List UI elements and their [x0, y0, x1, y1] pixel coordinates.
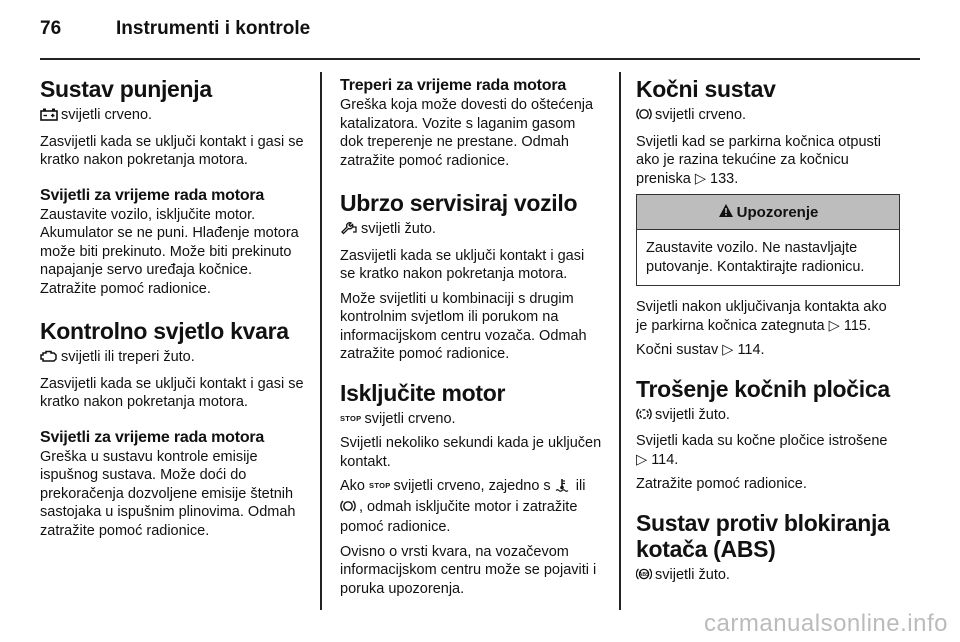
- section-title-stop-engine: Isključite motor: [340, 379, 506, 406]
- paragraph: svijetli crveno.: [40, 106, 308, 127]
- paragraph: Zasvijetli kada se uključi kontakt i gasi se kratko nakon pokretanja motora.: [40, 375, 304, 410]
- subsection-title: Treperi za vrijeme rada motora: [340, 77, 567, 94]
- subsection-title: Svijetli za vrijeme rada motora: [40, 428, 265, 446]
- paragraph: Svijetli nekoliko sekundi kada je uključen kontakt.: [340, 435, 602, 470]
- page-reference[interactable]: 114.: [651, 451, 679, 468]
- paragraph: svijetli žuto.: [636, 406, 900, 427]
- paragraph: Kočni sustav ▷ 114.: [636, 342, 765, 358]
- section-title-brake-system: Kočni sustav: [636, 76, 776, 102]
- paragraph: Svijetli nakon uključivanja kontakta ako je parkirna kočnica zategnuta ▷ 115.: [636, 299, 887, 334]
- page-reference-arrow-icon: ▷: [636, 451, 648, 468]
- paragraph: svijetli žuto.: [340, 220, 602, 241]
- section-title-service-vehicle: Ubrzo servisiraj vozilo: [340, 190, 578, 216]
- check-engine-icon: [40, 350, 58, 369]
- page-reference-arrow-icon: ▷: [694, 170, 706, 187]
- section-title-brake-pad-wear: Trošenje kočnih pločica: [636, 375, 890, 402]
- paragraph: Ako STOP svijetli crveno, zajedno s ili , odmah isključite motor i zatražite pomoć radionice.: [340, 478, 586, 535]
- paragraph: ABS svijetli žuto.: [636, 566, 900, 587]
- paragraph: Može svijetliti u kombinaciji s drugim kontrolnim svjetlom ili porukom na informacijskom centru vozača. Odmah zatražite pomoć radionice.: [340, 290, 587, 362]
- paragraph: svijetli ili treperi žuto.: [40, 348, 308, 369]
- column-divider-2: [619, 72, 621, 610]
- column-1: [40, 76, 308, 546]
- paragraph: svijetli crveno.: [636, 106, 900, 127]
- paragraph: Zaustavite vozilo, isključite motor. Akumulator se ne puni. Hlađenje motora može biti prekinuto. Može biti prekinuto napajanje servo uređaja kočnice. Zatražite pomoć radionice.: [40, 206, 299, 297]
- paragraph: Zasvijetli kada se uključi kontakt i gasi se kratko nakon pokretanja motora.: [340, 247, 585, 282]
- warning-box: [636, 194, 900, 286]
- chapter-title: Instrumenti i kontrole: [116, 18, 311, 39]
- warning-text: Zaustavite vozilo. Ne nastavljajte putovanje. Kontaktirajte radionicu.: [646, 240, 865, 275]
- warning-title: Upozorenje: [736, 203, 819, 221]
- wrench-car-icon: [340, 222, 358, 241]
- stop-icon: STOP: [340, 413, 362, 423]
- subsection-title: Svijetli za vrijeme rada motora: [40, 186, 265, 204]
- watermark: carmanualsonline.info: [704, 610, 948, 637]
- page-number: 76: [40, 18, 62, 39]
- paragraph: Greška u sustavu kontrole emisije ispušnog sustava. Može doći do prekoračenja dozvoljene emisije štetnih sastojaka u ispušnim plinovima. Odmah zatražite pomoć radionice.: [40, 448, 296, 539]
- paragraph: Zatražite pomoć radionice.: [636, 476, 807, 492]
- page-reference[interactable]: 133.: [710, 170, 739, 187]
- paragraph: Ovisno o vrsti kvara, na vozačevom informacijskom centru može se pojaviti i poruka upozorenja.: [340, 543, 597, 597]
- brake-system-icon: [636, 107, 652, 127]
- section-title-malfunction-light: Kontrolno svjetlo kvara: [40, 318, 289, 344]
- page-reference-arrow-icon: ▷: [722, 342, 734, 358]
- stop-icon: STOP: [369, 481, 391, 490]
- column-divider-1: [320, 72, 322, 610]
- page-reference-arrow-icon: ▷: [828, 317, 840, 334]
- paragraph: Svijetli kad se parkirna kočnica otpusti ako je razina tekućine za kočnicu preniska ▷ 133.: [636, 133, 882, 187]
- coolant-temperature-icon: [555, 478, 569, 498]
- abs-icon: [636, 567, 652, 587]
- paragraph: Zasvijetli kada se uključi kontakt i gasi se kratko nakon pokretanja motora.: [40, 133, 304, 168]
- battery-icon: [40, 108, 58, 127]
- warning-header: [637, 195, 899, 230]
- brake-pad-wear-icon: [636, 407, 652, 427]
- brake-system-icon: [340, 499, 356, 519]
- header-rule: [40, 58, 920, 60]
- paragraph: STOP svijetli crveno.: [340, 410, 456, 427]
- section-title-abs: Sustav protiv blokiranja kotača (ABS): [636, 509, 890, 562]
- column-2: [340, 76, 602, 604]
- column-3: [636, 76, 900, 592]
- section-title-charging-system: Sustav punjenja: [40, 76, 212, 102]
- page-reference[interactable]: 114.: [737, 342, 765, 358]
- paragraph: Svijetli kada su kočne pločice istrošene ▷ 114.: [636, 433, 888, 468]
- page-reference[interactable]: 115.: [843, 317, 871, 334]
- paragraph: Greška koja može dovesti do oštećenja katalizatora. Vozite s laganim gasom dok treperenje ne prestane. Odmah zatražite pomoć radionice.: [340, 97, 594, 169]
- svg-text:ABS: ABS: [638, 571, 650, 578]
- warning-triangle-icon: [718, 203, 734, 222]
